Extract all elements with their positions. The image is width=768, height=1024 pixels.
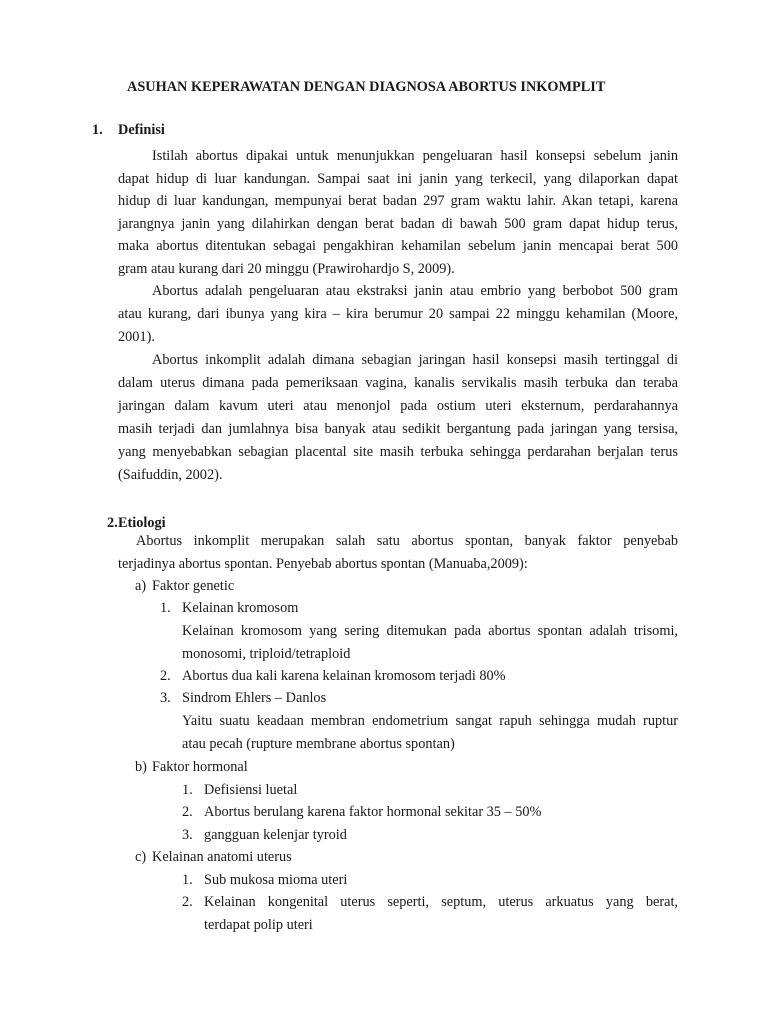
paragraph-line: maka abortus ditentukan sebagai pengakhiran kehamilan sebelum janin mencapai berat 500 — [118, 238, 678, 254]
paragraph-line: dapat hidup di luar kandungan. Sampai saat ini janin yang terkecil, yang dilaporkan dapat — [118, 171, 678, 187]
section-number: 2. — [107, 515, 118, 531]
paragraph-line: masih terjadi dan jumlahnya bisa banyak atau sedikit bergantung pada jaringan yang tersisa, — [118, 421, 678, 437]
paragraph-line: terjadinya abortus spontan. Penyebab abortus spontan (Manuaba,2009): — [118, 556, 528, 572]
list-number: 1. — [182, 872, 193, 888]
paragraph-line: Istilah abortus dipakai untuk menunjukkan pengeluaran hasil konsepsi sebelum janin — [152, 148, 678, 164]
list-number: 3. — [160, 690, 171, 706]
list-item: Sub mukosa mioma uteri — [204, 872, 348, 888]
list-item: Abortus berulang karena faktor hormonal sekitar 35 – 50% — [204, 804, 542, 820]
paragraph-line: Abortus adalah pengeluaran atau ekstraksi janin atau embrio yang berbobot 500 gram — [152, 283, 678, 299]
document-title: ASUHAN KEPERAWATAN DENGAN DIAGNOSA ABORTUS INKOMPLIT — [127, 79, 606, 95]
list-item-description: Kelainan kromosom yang sering ditemukan pada abortus spontan adalah trisomi, — [182, 623, 678, 639]
list-item: Defisiensi luetal — [204, 782, 298, 798]
list-item-description: atau pecah (rupture membrane abortus spontan) — [182, 736, 455, 752]
list-number: 2. — [182, 894, 193, 910]
list-marker: a) — [135, 578, 147, 594]
list-item-label: Kelainan anatomi uterus — [152, 849, 292, 865]
list-number: 1. — [182, 782, 193, 798]
paragraph-line: jaringan dalam kavum uteri atau menonjol pada ostium uteri eksternum, perdarahannya — [118, 398, 678, 414]
paragraph-line: Abortus inkomplit merupakan salah satu abortus spontan, banyak faktor penyebab — [136, 533, 678, 549]
list-item-label: Faktor genetic — [152, 578, 235, 594]
paragraph-line: Abortus inkomplit adalah dimana sebagian jaringan hasil konsepsi masih tertinggal di — [152, 352, 678, 368]
list-number: 2. — [182, 804, 193, 820]
list-number: 2. — [160, 668, 171, 684]
list-item: terdapat polip uteri — [204, 917, 313, 933]
paragraph-line: dalam uterus dimana pada pemeriksaan vagina, kanalis servikalis masih terbuka dan teraba — [118, 375, 678, 391]
paragraph-line: atau kurang, dari ibunya yang kira – kira berumur 20 sampai 22 minggu kehamilan (Moore, — [118, 306, 678, 322]
list-item-label: Faktor hormonal — [152, 759, 248, 775]
list-marker: b) — [135, 759, 147, 775]
list-number: 1. — [160, 600, 171, 616]
paragraph-line: gram atau kurang dari 20 minggu (Prawirohardjo S, 2009). — [118, 261, 455, 277]
paragraph-line: (Saifuddin, 2002). — [118, 467, 223, 483]
paragraph-line: jarangnya janin yang dilahirkan dengan berat badan di bawah 500 gram dapat hidup terus, — [118, 216, 678, 232]
list-item: gangguan kelenjar tyroid — [204, 827, 347, 843]
paragraph-line: yang menyebabkan sebagian placental site masih terbuka sehingga perdarahan berjalan terus — [118, 444, 678, 460]
section-heading-definisi: Definisi — [118, 122, 165, 138]
list-item-description: Yaitu suatu keadaan membran endometrium sangat rapuh sehingga mudah ruptur — [182, 713, 678, 729]
paragraph-line: 2001). — [118, 329, 155, 345]
list-item: Kelainan kongenital uterus seperti, septum, uterus arkuatus yang berat, — [204, 894, 678, 910]
list-item: Kelainan kromosom — [182, 600, 299, 616]
paragraph-line: hidup di luar kandungan, mempunyai berat badan 297 gram waktu lahir. Akan tetapi, karena — [118, 193, 678, 209]
list-marker: c) — [135, 849, 147, 865]
list-item-description: monosomi, triploid/tetraploid — [182, 646, 351, 662]
section-heading-etiologi: Etiologi — [118, 515, 166, 531]
list-number: 3. — [182, 827, 193, 843]
section-number: 1. — [92, 122, 103, 138]
list-item: Sindrom Ehlers – Danlos — [182, 690, 327, 706]
list-item: Abortus dua kali karena kelainan kromosom terjadi 80% — [182, 668, 506, 684]
